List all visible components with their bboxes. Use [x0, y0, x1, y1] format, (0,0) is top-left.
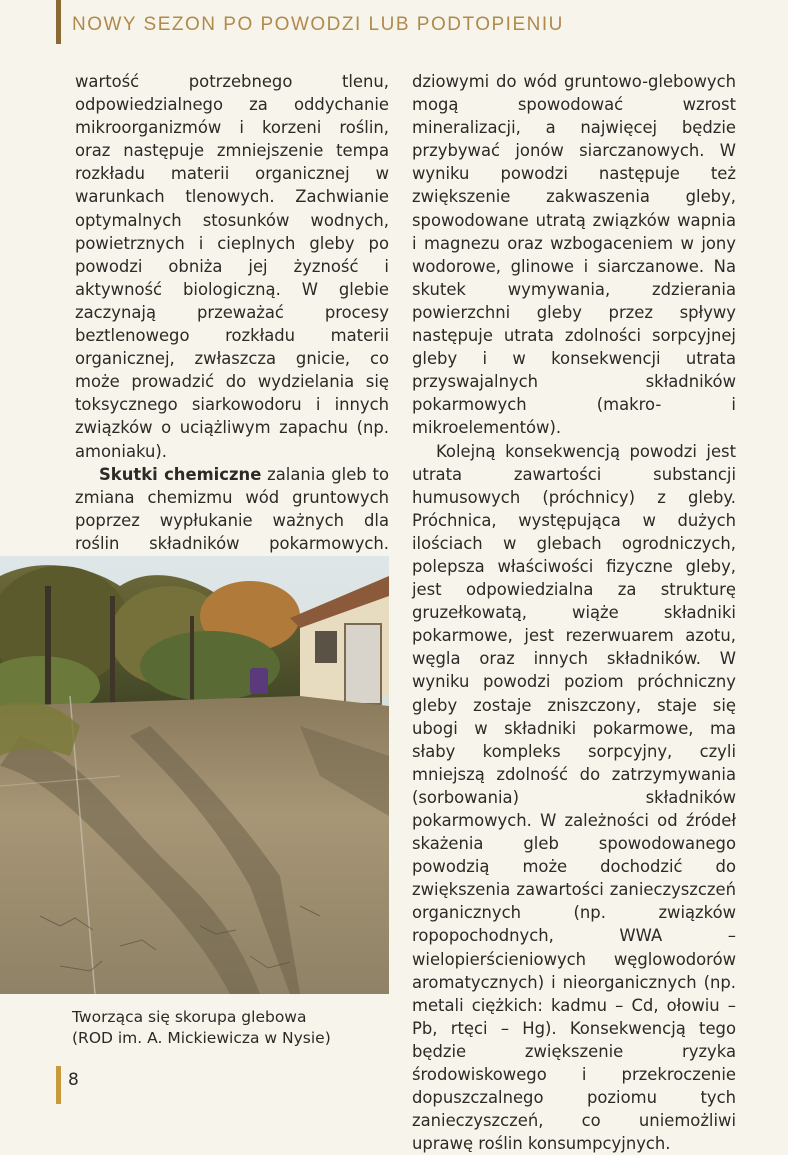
- footer-accent-bar: [56, 1066, 61, 1104]
- paragraph: wartość potrzebnego tlenu, odpowiedzialnego za oddychanie mikroorganizmów i korzeni roślin, oraz następuje zmniejszenie tempa rozkładu materii organicznej w warunkach tlenowych. Zachwianie optymalnych stosunków wodnych, powietrznych i cieplnych gleby po powodzi obniża jej żyzność i aktywność biologiczną. W glebie zaczynają przeważać procesy beztlenowego rozkładu materii organicznej, zwłaszcza gnicie, co może prowadzić do wydzielania się toksycznego siarkowodoru i innych związków o uciążliwym zapachu (np. amoniaku).: [75, 70, 389, 463]
- paragraph: Kolejną konsekwencją powodzi jest utrata zawartości substancji humusowych (próchnicy) z gleby. Próchnica, występująca w dużych ilościach w glebach ogrodniczych, polepsza właściwości fizyczne gleby, jest odpowiedzialna za strukturę gruzełkowatą, wiąże składniki pokarmowe, jest rezerwuarem azotu, węgla oraz innych składników. W wyniku powodzi poziom próchniczny gleby zostaje zniszczony, staje się ubogi w składniki pokarmowe, ma słaby kompleks sorpcyjny, czyli mniejszą zdolność do zatrzymywania (sorbowania) składników pokarmowych. W zależności od źródeł skażenia gleb spowodowanego powodzią może dochodzić do zwiększenia zawartości zanieczyszczeń organicznych (np. związków ropopochodnych, WWA – wielopierścieniowych węglowodorów aromatycznych) i nieorganicznych (np. metali ciężkich: kadmu – Cd, ołowiu – Pb, rtęci – Hg). Konsekwencją tego będzie zwiększenie ryzyka środowiskowego i przekroczenie dopuszczalnego poziomu tych zanieczyszczeń, co uniemożliwi uprawę roślin konsumpcyjnych.: [412, 440, 736, 1155]
- caption-line: Tworząca się skorupa glebowa: [72, 1007, 392, 1028]
- text-column-right: [412, 70, 736, 1155]
- garden-soil-crust-photo: [0, 556, 389, 994]
- page-number: 8: [68, 1070, 79, 1090]
- paragraph-text: zalania gleb to zmiana chemizmu wód gruntowych poprzez wypłukanie ważnych dla roślin składników pokarmowych.: [75, 465, 389, 599]
- photo-caption: [72, 1007, 392, 1049]
- paragraph: dziowymi do wód gruntowo-glebowych mogą spowodować wzrost mineralizacji, a najwięcej będzie przybywać jonów siarczanowych. W wyniku powodzi następuje też zwiększenie zakwaszenia gleby, spowodowane utratą związków wapnia i magnezu oraz wzbogaceniem w jony wodorowe, glinowe i siarczanowe. Na skutek wymywania, zdzierania powierzchni gleby przez spływy następuje utrata zdolności sorpcyjnej gleby i w konsekwencji utrata przyswajalnych składników pokarmowych (makro- i mikroelementów).: [412, 70, 736, 440]
- section-lead: Skutki chemiczne: [99, 465, 261, 484]
- text-column-left: [75, 70, 389, 601]
- header-accent-bar: [56, 0, 61, 44]
- caption-line: (ROD im. A. Mickiewicza w Nysie): [72, 1028, 392, 1049]
- page-header-title: NOWY SEZON PO POWODZI LUB PODTOPIENIU: [72, 14, 564, 36]
